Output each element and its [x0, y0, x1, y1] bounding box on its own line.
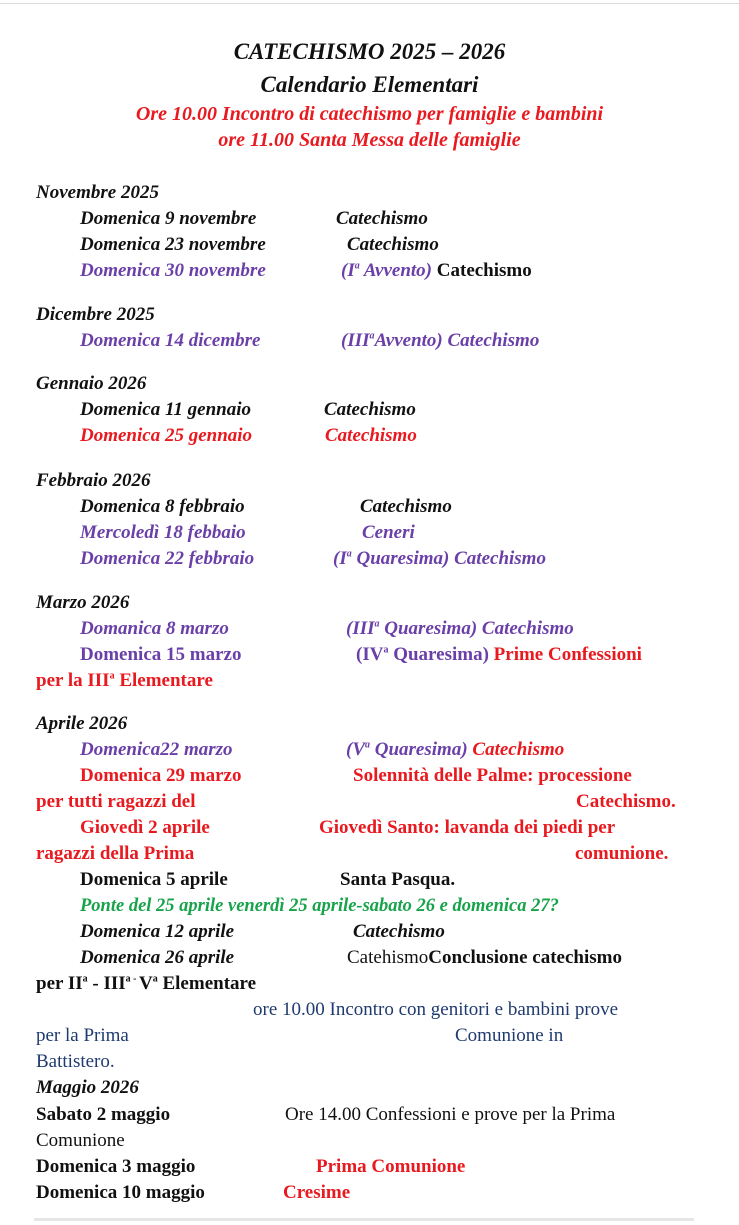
event-label: ($I^a$ Avvento) Catechismo [341, 260, 532, 281]
event-date: Domanica 8 marzo [80, 618, 229, 639]
event-label: Cresime [283, 1182, 351, 1203]
event-date: Mercoledì 18 febbaio [80, 522, 246, 543]
event-date: Domenica 23 novembre [80, 234, 266, 255]
event-label: Catechismo [360, 496, 452, 517]
schedule-line-1: Ore 10.00 Incontro di catechismo per famiglie e bambini [135, 103, 604, 125]
month-heading-maggio: Maggio 2026 [36, 1077, 139, 1098]
event-label: Catechismo [347, 234, 439, 255]
prove-note-cont: Comunione in [455, 1025, 564, 1046]
event-continuation: per tutti ragazzi del [36, 791, 196, 812]
event-date: Domenica 22 febbraio [80, 548, 255, 569]
event-continuation: per la III$^a$ Elementare [36, 670, 213, 691]
event-label: Catechismo [353, 921, 445, 942]
month-heading-aprile: Aprile 2026 [36, 713, 128, 734]
event-date: Domenica 26 aprile [80, 947, 235, 968]
event-label: Solennità delle Palme: processione [353, 765, 632, 786]
event-date: Domenica 14 dicembre [80, 330, 261, 351]
event-label: (III$^a$ Quaresima) Catechismo [346, 618, 574, 639]
page-subtitle: Calendario Elementari [260, 72, 479, 97]
event-label: Prima Comunione [316, 1156, 466, 1177]
event-date: Domenica 10 maggio [36, 1182, 205, 1203]
event-date: Domenica 8 febbraio [80, 496, 245, 517]
event-continuation: ragazzi della Prima [36, 843, 195, 864]
event-continuation: Catechismo. [576, 791, 676, 812]
prove-note: ore 10.00 Incontro con genitori e bambini prove [253, 999, 619, 1020]
prove-note-cont: per la Prima [36, 1025, 129, 1046]
prove-note-end: Battistero. [36, 1051, 115, 1072]
event-date: Sabato 2 maggio [36, 1104, 171, 1125]
event-continuation: per $II^a - III^{a -}$ $V^a$ Elementare [36, 973, 257, 994]
event-label: CatehismoConclusione catechismo [347, 947, 622, 968]
event-label: (III$^a$Avvento) Catechismo [341, 330, 540, 351]
event-date: Domenica 3 maggio [36, 1156, 196, 1177]
cut-off-text-line [34, 1218, 694, 1221]
event-date: Domenica 9 novembre [80, 208, 257, 229]
month-heading-novembre: Novembre 2025 [36, 182, 159, 203]
event-label: ($I^a$ Quaresima) Catechismo [333, 548, 546, 569]
event-label: Catechismo [325, 425, 417, 446]
event-date: Domenica 15 marzo [80, 644, 242, 665]
event-date: Giovedì 2 aprile [80, 817, 210, 838]
event-continuation: Comunione [36, 1130, 125, 1151]
event-date: Domenica22 marzo [80, 739, 233, 760]
event-date: Domenica 11 gennaio [80, 399, 252, 420]
event-label: Ceneri [362, 522, 415, 543]
month-heading-marzo: Marzo 2026 [36, 592, 130, 613]
event-label: Santa Pasqua. [340, 869, 456, 890]
top-divider [0, 3, 739, 4]
month-heading-gennaio: Gennaio 2026 [36, 373, 147, 394]
schedule-line-2: ore 11.00 Santa Messa delle famiglie [218, 129, 521, 151]
event-date: Domenica 12 aprile [80, 921, 235, 942]
month-heading-febbraio: Febbraio 2026 [36, 470, 151, 491]
event-date: Domenica 5 aprile [80, 869, 228, 890]
page-title: CATECHISMO 2025 – 2026 [233, 39, 506, 64]
event-date: Domenica 25 gennaio [80, 425, 253, 446]
month-heading-dicembre: Dicembre 2025 [36, 304, 155, 325]
event-continuation: comunione. [575, 843, 669, 864]
event-label: Catechismo [336, 208, 428, 229]
ponte-note: Ponte del 25 aprile venerdì 25 aprile-sabato 26 e domenica 27? [80, 896, 559, 916]
event-label: Catechismo [324, 399, 416, 420]
event-label: ($IV^a$ Quaresima) Prime Confessioni [356, 644, 642, 665]
event-date: Domenica 29 marzo [80, 765, 242, 786]
event-label: Giovedì Santo: lavanda dei piedi per [319, 817, 616, 838]
event-date: Domenica 30 novembre [80, 260, 266, 281]
event-label: ($V^a$ Quaresima) Catechismo [346, 739, 565, 760]
event-label: Ore 14.00 Confessioni e prove per la Prima [285, 1104, 616, 1125]
